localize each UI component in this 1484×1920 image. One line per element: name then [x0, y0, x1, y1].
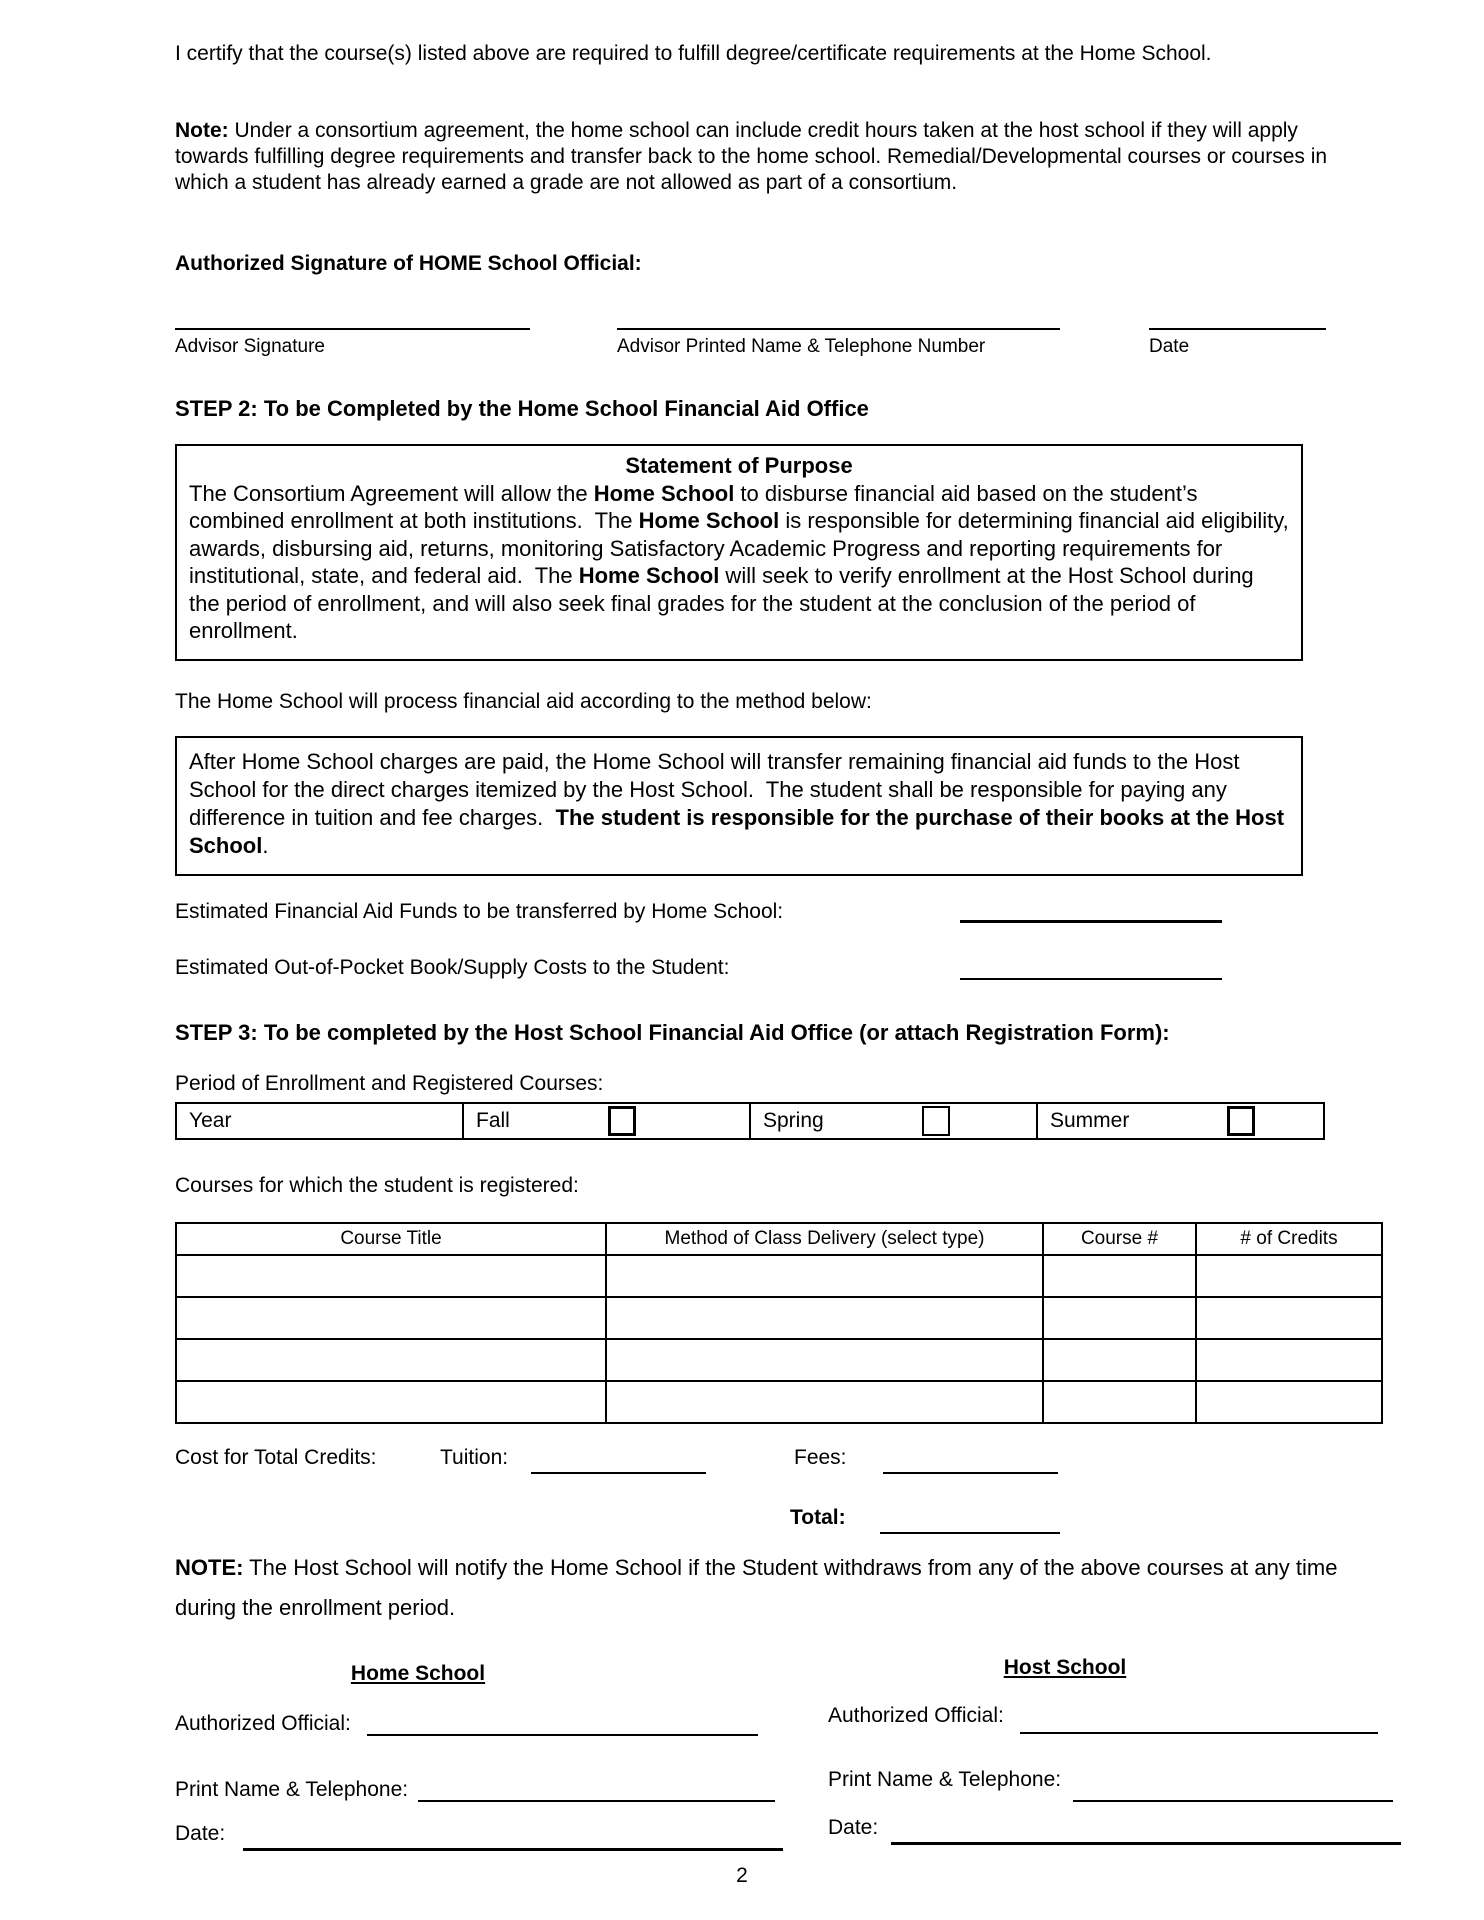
statement-of-purpose-box — [175, 444, 1303, 661]
course-number-cell[interactable] — [1043, 1381, 1196, 1423]
course-row — [176, 1297, 1382, 1339]
home-official-signature-row — [175, 299, 1330, 358]
cost-for-total-credits-row — [175, 1446, 1390, 1490]
total-label: Total: — [790, 1506, 846, 1529]
delivery-method-cell[interactable] — [606, 1339, 1043, 1381]
step2-heading: STEP 2: To be Completed by the Home School Financial Aid Office — [175, 396, 869, 421]
home-authorized-official-row — [175, 1712, 758, 1736]
estimated-aid-funds-label: Estimated Financial Aid Funds to be transferred by Home School: — [175, 900, 784, 923]
home-authorized-official-blank[interactable] — [367, 1712, 758, 1736]
advisor-printed-name-line[interactable] — [617, 299, 1060, 330]
statement-of-purpose-title: Statement of Purpose — [625, 453, 853, 478]
home-official-signature-heading: Authorized Signature of HOME School Official: — [175, 252, 642, 275]
consortium-note: Note: Under a consortium agreement, the home school can include credit hours taken at the host school if they will apply towards fulfilling degree requirements and transfer back to the home school. Remedial/Developmental courses or courses in which a student has already earned a grade are not allowed as part of a consortium. — [175, 119, 1328, 194]
delivery-method-cell[interactable] — [606, 1381, 1043, 1423]
registered-courses-table — [175, 1222, 1383, 1424]
tuition-label: Tuition: — [440, 1446, 509, 1469]
host-authorized-official-blank[interactable] — [1020, 1710, 1378, 1734]
course-title-header: Course Title — [176, 1223, 606, 1255]
registered-courses-label: Courses for which the student is registered: — [175, 1174, 579, 1197]
signature-footer — [0, 1650, 1484, 1890]
summer-label: Summer — [1050, 1109, 1130, 1132]
delivery-method-header: Method of Class Delivery (select type) — [606, 1223, 1043, 1255]
home-date-row — [175, 1822, 225, 1862]
host-date-blank[interactable] — [891, 1842, 1401, 1845]
estimated-book-costs-row — [175, 956, 1315, 980]
certify-statement: I certify that the course(s) listed above are required to fulfill degree/certificate requirements at the Home School. — [175, 42, 1212, 65]
home-school-heading: Home School — [350, 1662, 486, 1685]
estimated-book-costs-label: Estimated Out-of-Pocket Book/Supply Costs to the Student: — [175, 956, 730, 979]
home-date-label: Date: — [175, 1822, 226, 1845]
home-print-name-blank[interactable] — [418, 1778, 775, 1802]
course-title-cell[interactable] — [176, 1255, 606, 1297]
page-number: 2 — [736, 1864, 748, 1887]
fees-label: Fees: — [794, 1446, 847, 1469]
advisor-printed-name-label: Advisor Printed Name & Telephone Number — [617, 336, 986, 357]
home-date-blank[interactable] — [243, 1848, 783, 1851]
delivery-method-cell[interactable] — [606, 1297, 1043, 1339]
advisor-signature-label: Advisor Signature — [175, 336, 325, 357]
spring-cell — [749, 1104, 1036, 1138]
spring-checkbox[interactable] — [922, 1106, 950, 1136]
method-intro-text: The Home School will process financial aid according to the method below: — [175, 690, 872, 713]
host-print-name-label: Print Name & Telephone: — [828, 1768, 1062, 1791]
advisor-date-line[interactable] — [1149, 299, 1326, 330]
host-authorized-official-row — [828, 1704, 1378, 1734]
course-title-cell[interactable] — [176, 1339, 606, 1381]
total-blank[interactable] — [880, 1504, 1060, 1534]
credits-cell[interactable] — [1196, 1255, 1382, 1297]
year-cell[interactable] — [177, 1104, 462, 1138]
advisor-signature-field — [175, 299, 530, 358]
period-of-enrollment-table — [175, 1102, 1325, 1140]
host-authorized-official-label: Authorized Official: — [828, 1704, 1004, 1727]
estimated-book-costs-blank[interactable] — [960, 956, 1222, 980]
advisor-date-label: Date — [1149, 336, 1190, 357]
aid-method-box: After Home School charges are paid, the Home School will transfer remaining financial aid funds to the Host School for the direct charges itemized by the Host School. The student shall be responsible for paying any difference in tuition and fee charges. The student is responsible for the purchase of their books at the Host School. — [175, 736, 1303, 876]
period-of-enrollment-label: Period of Enrollment and Registered Courses: — [175, 1072, 604, 1095]
course-number-cell[interactable] — [1043, 1339, 1196, 1381]
year-label: Year — [189, 1109, 232, 1132]
credits-cell[interactable] — [1196, 1297, 1382, 1339]
course-number-cell[interactable] — [1043, 1255, 1196, 1297]
course-row — [176, 1381, 1382, 1423]
home-print-name-row — [175, 1778, 775, 1802]
advisor-signature-line[interactable] — [175, 299, 530, 330]
host-date-row — [828, 1816, 878, 1856]
delivery-method-cell[interactable] — [606, 1255, 1043, 1297]
tuition-blank[interactable] — [531, 1444, 706, 1474]
estimated-aid-funds-blank[interactable] — [960, 898, 1222, 923]
home-authorized-official-label: Authorized Official: — [175, 1712, 351, 1735]
fall-checkbox[interactable] — [608, 1106, 636, 1136]
course-title-cell[interactable] — [176, 1297, 606, 1339]
fees-blank[interactable] — [883, 1444, 1058, 1474]
courses-header-row — [176, 1223, 1382, 1255]
course-number-header: Course # — [1043, 1223, 1196, 1255]
estimated-aid-funds-row — [175, 900, 1315, 924]
credits-cell[interactable] — [1196, 1381, 1382, 1423]
step3-heading: STEP 3: To be completed by the Host School Financial Aid Office (or attach Registration Form): — [175, 1020, 1170, 1045]
host-print-name-row — [828, 1768, 1393, 1802]
host-date-label: Date: — [828, 1816, 879, 1839]
withdraw-note: NOTE: The Host School will notify the Home School if the Student withdraws from any of the above courses at any time during the enrollment period. — [175, 1555, 1338, 1620]
course-row — [176, 1255, 1382, 1297]
summer-cell — [1036, 1104, 1323, 1138]
summer-checkbox[interactable] — [1227, 1106, 1255, 1136]
credits-header: # of Credits — [1196, 1223, 1382, 1255]
host-school-heading: Host School — [1003, 1656, 1127, 1679]
course-title-cell[interactable] — [176, 1381, 606, 1423]
course-row — [176, 1339, 1382, 1381]
home-print-name-label: Print Name & Telephone: — [175, 1778, 409, 1801]
spring-label: Spring — [763, 1109, 824, 1132]
host-print-name-blank[interactable] — [1073, 1778, 1393, 1802]
total-row — [175, 1506, 1390, 1550]
fall-cell — [462, 1104, 749, 1138]
course-number-cell[interactable] — [1043, 1297, 1196, 1339]
advisor-printed-name-field — [617, 299, 1060, 358]
advisor-date-field — [1149, 299, 1326, 358]
cost-total-credits-label: Cost for Total Credits: — [175, 1446, 377, 1469]
credits-cell[interactable] — [1196, 1339, 1382, 1381]
fall-label: Fall — [476, 1109, 510, 1132]
statement-of-purpose-text: The Consortium Agreement will allow the Home School to disburse financial aid based on the student’s combined enrollment at both institutions. The Home School is responsible for determining financial aid eligibility, awards, disbursing aid, returns, monitoring Satisfactory Academic Progress and reporting requirements for institutional, state, and federal aid. The Home School will seek to verify enrollment at the Host School during the period of enrollment, and will also seek final grades for the student at the conclusion of the period of enrollment. — [189, 480, 1295, 643]
